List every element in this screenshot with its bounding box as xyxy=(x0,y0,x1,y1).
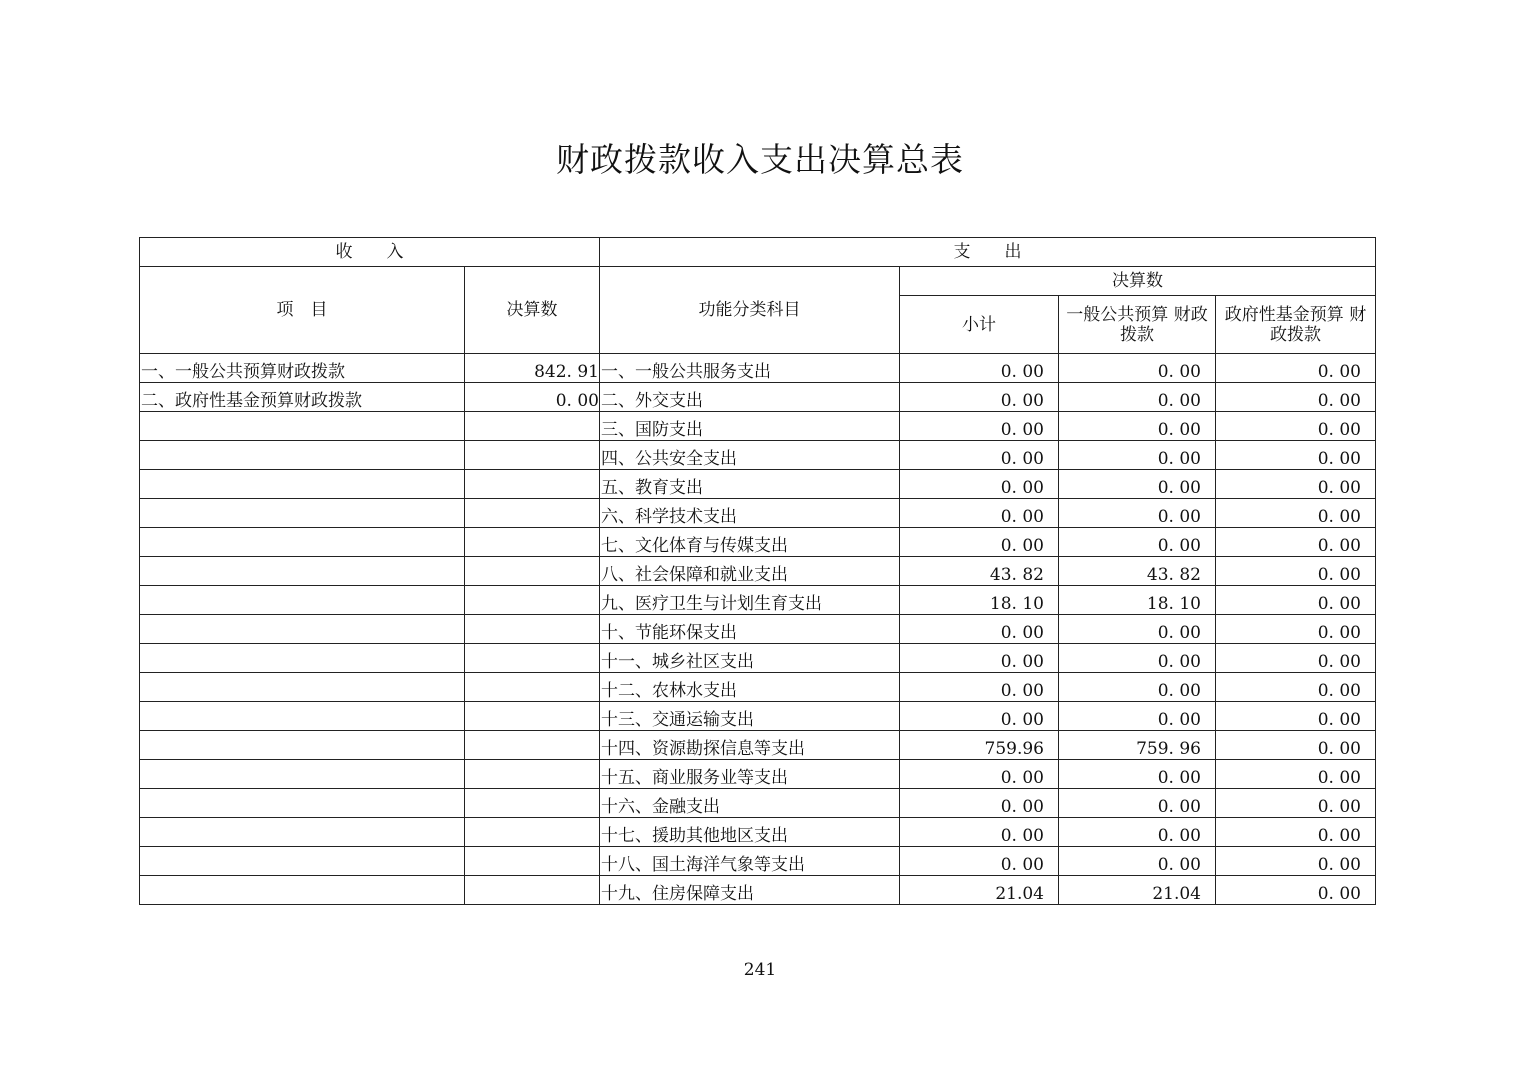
subtotal-cell: 0. 00 xyxy=(900,441,1059,470)
income-amount-cell xyxy=(465,847,600,876)
gov-fund-cell: 0. 00 xyxy=(1216,528,1376,557)
income-item-cell: 一、一般公共预算财政拨款 xyxy=(140,354,465,383)
expense-item-cell: 一、一般公共服务支出 xyxy=(600,354,900,383)
gov-fund-cell: 0. 00 xyxy=(1216,383,1376,412)
income-item-cell xyxy=(140,470,465,499)
expense-item-cell: 四、公共安全支出 xyxy=(600,441,900,470)
page-title: 财政拨款收入支出决算总表 xyxy=(556,140,964,179)
gov-fund-cell: 0. 00 xyxy=(1216,441,1376,470)
income-item-cell xyxy=(140,557,465,586)
expense-header: 支 出 xyxy=(600,238,1376,267)
table-row xyxy=(140,818,1376,847)
income-amount-cell xyxy=(465,644,600,673)
table-row xyxy=(140,847,1376,876)
gov-fund-cell: 0. 00 xyxy=(1216,470,1376,499)
subtotal-cell: 0. 00 xyxy=(900,818,1059,847)
subtotal-cell: 0. 00 xyxy=(900,412,1059,441)
table-row xyxy=(140,499,1376,528)
subtotal-cell: 0. 00 xyxy=(900,760,1059,789)
table-row xyxy=(140,760,1376,789)
income-amount-cell: 842. 91 xyxy=(465,354,600,383)
general-budget-cell: 0. 00 xyxy=(1059,354,1216,383)
income-amount-cell xyxy=(465,702,600,731)
gov-fund-cell: 0. 00 xyxy=(1216,847,1376,876)
income-item-cell xyxy=(140,528,465,557)
income-amount-cell xyxy=(465,760,600,789)
subtotal-cell: 18. 10 xyxy=(900,586,1059,615)
general-budget-cell: 21.04 xyxy=(1059,876,1216,905)
income-item-cell xyxy=(140,441,465,470)
gov-fund-cell: 0. 00 xyxy=(1216,760,1376,789)
expense-item-cell: 五、教育支出 xyxy=(600,470,900,499)
amount-header: 决算数 xyxy=(465,267,600,354)
table-row xyxy=(140,557,1376,586)
gov-fund-cell: 0. 00 xyxy=(1216,731,1376,760)
general-budget-cell: 0. 00 xyxy=(1059,644,1216,673)
income-amount-cell xyxy=(465,499,600,528)
general-budget-cell: 43. 82 xyxy=(1059,557,1216,586)
income-item-cell xyxy=(140,789,465,818)
table-row xyxy=(140,586,1376,615)
table-row xyxy=(140,528,1376,557)
gov-fund-cell: 0. 00 xyxy=(1216,557,1376,586)
table-row xyxy=(140,412,1376,441)
gov-fund-cell: 0. 00 xyxy=(1216,673,1376,702)
expense-item-cell: 十六、金融支出 xyxy=(600,789,900,818)
table-row xyxy=(140,673,1376,702)
general-budget-cell: 0. 00 xyxy=(1059,412,1216,441)
subtotal-cell: 0. 00 xyxy=(900,499,1059,528)
expense-item-cell: 二、外交支出 xyxy=(600,383,900,412)
income-item-cell xyxy=(140,586,465,615)
header-row-top xyxy=(140,238,1376,267)
income-item-cell xyxy=(140,673,465,702)
income-amount-cell xyxy=(465,441,600,470)
page-number: 241 xyxy=(743,960,777,980)
gov-fund-cell: 0. 00 xyxy=(1216,818,1376,847)
settlement-header: 决算数 xyxy=(900,267,1376,296)
general-budget-cell: 0. 00 xyxy=(1059,441,1216,470)
subtotal-cell: 0. 00 xyxy=(900,847,1059,876)
gov-fund-cell: 0. 00 xyxy=(1216,789,1376,818)
subtotal-cell: 759.96 xyxy=(900,731,1059,760)
table-row xyxy=(140,789,1376,818)
income-item-cell xyxy=(140,644,465,673)
income-item-cell xyxy=(140,499,465,528)
expense-item-cell: 三、国防支出 xyxy=(600,412,900,441)
expense-item-cell: 九、医疗卫生与计划生育支出 xyxy=(600,586,900,615)
subtotal-cell: 0. 00 xyxy=(900,615,1059,644)
general-budget-cell: 18. 10 xyxy=(1059,586,1216,615)
expense-item-cell: 十四、资源勘探信息等支出 xyxy=(600,731,900,760)
func-category-header: 功能分类科目 xyxy=(600,267,900,354)
general-budget-cell: 0. 00 xyxy=(1059,615,1216,644)
expense-item-cell: 十七、援助其他地区支出 xyxy=(600,818,900,847)
expense-item-cell: 十、节能环保支出 xyxy=(600,615,900,644)
income-item-cell xyxy=(140,760,465,789)
settlement-table xyxy=(139,237,1376,905)
expense-item-cell: 十五、商业服务业等支出 xyxy=(600,760,900,789)
expense-item-cell: 十二、农林水支出 xyxy=(600,673,900,702)
gov-fund-cell: 0. 00 xyxy=(1216,354,1376,383)
expense-item-cell: 八、社会保障和就业支出 xyxy=(600,557,900,586)
subtotal-cell: 0. 00 xyxy=(900,528,1059,557)
subtotal-cell: 0. 00 xyxy=(900,383,1059,412)
gov-fund-cell: 0. 00 xyxy=(1216,615,1376,644)
subtotal-cell: 0. 00 xyxy=(900,354,1059,383)
subtotal-cell: 0. 00 xyxy=(900,789,1059,818)
gov-fund-cell: 0. 00 xyxy=(1216,644,1376,673)
general-budget-cell: 0. 00 xyxy=(1059,847,1216,876)
subtotal-cell: 43. 82 xyxy=(900,557,1059,586)
expense-item-cell: 七、文化体育与传媒支出 xyxy=(600,528,900,557)
general-budget-cell: 759. 96 xyxy=(1059,731,1216,760)
income-item-cell xyxy=(140,615,465,644)
income-header: 收 入 xyxy=(140,238,600,267)
general-budget-cell: 0. 00 xyxy=(1059,818,1216,847)
table-row xyxy=(140,441,1376,470)
subtotal-header: 小计 xyxy=(900,296,1059,354)
income-amount-cell xyxy=(465,412,600,441)
expense-item-cell: 六、科学技术支出 xyxy=(600,499,900,528)
income-amount-cell xyxy=(465,876,600,905)
gov-fund-cell: 0. 00 xyxy=(1216,412,1376,441)
income-amount-cell xyxy=(465,557,600,586)
header-row-mid xyxy=(140,267,1376,296)
table-row xyxy=(140,470,1376,499)
table-row xyxy=(140,876,1376,905)
table-row xyxy=(140,644,1376,673)
expense-item-cell: 十八、国土海洋气象等支出 xyxy=(600,847,900,876)
subtotal-cell: 0. 00 xyxy=(900,644,1059,673)
general-budget-cell: 0. 00 xyxy=(1059,673,1216,702)
general-budget-cell: 0. 00 xyxy=(1059,760,1216,789)
subtotal-cell: 0. 00 xyxy=(900,470,1059,499)
income-amount-cell xyxy=(465,731,600,760)
item-header: 项 目 xyxy=(140,267,465,354)
table-row xyxy=(140,731,1376,760)
table-row xyxy=(140,702,1376,731)
general-budget-header: 一般公共预算 财政拨款 xyxy=(1059,296,1216,354)
subtotal-cell: 0. 00 xyxy=(900,673,1059,702)
income-item-cell xyxy=(140,818,465,847)
income-item-cell xyxy=(140,731,465,760)
subtotal-cell: 0. 00 xyxy=(900,702,1059,731)
general-budget-cell: 0. 00 xyxy=(1059,528,1216,557)
expense-item-cell: 十三、交通运输支出 xyxy=(600,702,900,731)
general-budget-cell: 0. 00 xyxy=(1059,499,1216,528)
income-amount-cell xyxy=(465,615,600,644)
income-item-cell xyxy=(140,702,465,731)
general-budget-cell: 0. 00 xyxy=(1059,702,1216,731)
table-row xyxy=(140,615,1376,644)
gov-fund-cell: 0. 00 xyxy=(1216,876,1376,905)
expense-item-cell: 十一、城乡社区支出 xyxy=(600,644,900,673)
income-item-cell xyxy=(140,847,465,876)
expense-item-cell: 十九、住房保障支出 xyxy=(600,876,900,905)
table-row xyxy=(140,354,1376,383)
general-budget-cell: 0. 00 xyxy=(1059,470,1216,499)
income-amount-cell: 0. 00 xyxy=(465,383,600,412)
gov-fund-cell: 0. 00 xyxy=(1216,499,1376,528)
income-amount-cell xyxy=(465,789,600,818)
income-item-cell: 二、政府性基金预算财政拨款 xyxy=(140,383,465,412)
gov-fund-cell: 0. 00 xyxy=(1216,702,1376,731)
subtotal-cell: 21.04 xyxy=(900,876,1059,905)
table-row xyxy=(140,383,1376,412)
general-budget-cell: 0. 00 xyxy=(1059,789,1216,818)
income-amount-cell xyxy=(465,818,600,847)
general-budget-cell: 0. 00 xyxy=(1059,383,1216,412)
income-amount-cell xyxy=(465,470,600,499)
gov-fund-budget-header: 政府性基金预算 财政拨款 xyxy=(1216,296,1376,354)
gov-fund-cell: 0. 00 xyxy=(1216,586,1376,615)
income-item-cell xyxy=(140,876,465,905)
income-item-cell xyxy=(140,412,465,441)
income-amount-cell xyxy=(465,528,600,557)
income-amount-cell xyxy=(465,673,600,702)
income-amount-cell xyxy=(465,586,600,615)
